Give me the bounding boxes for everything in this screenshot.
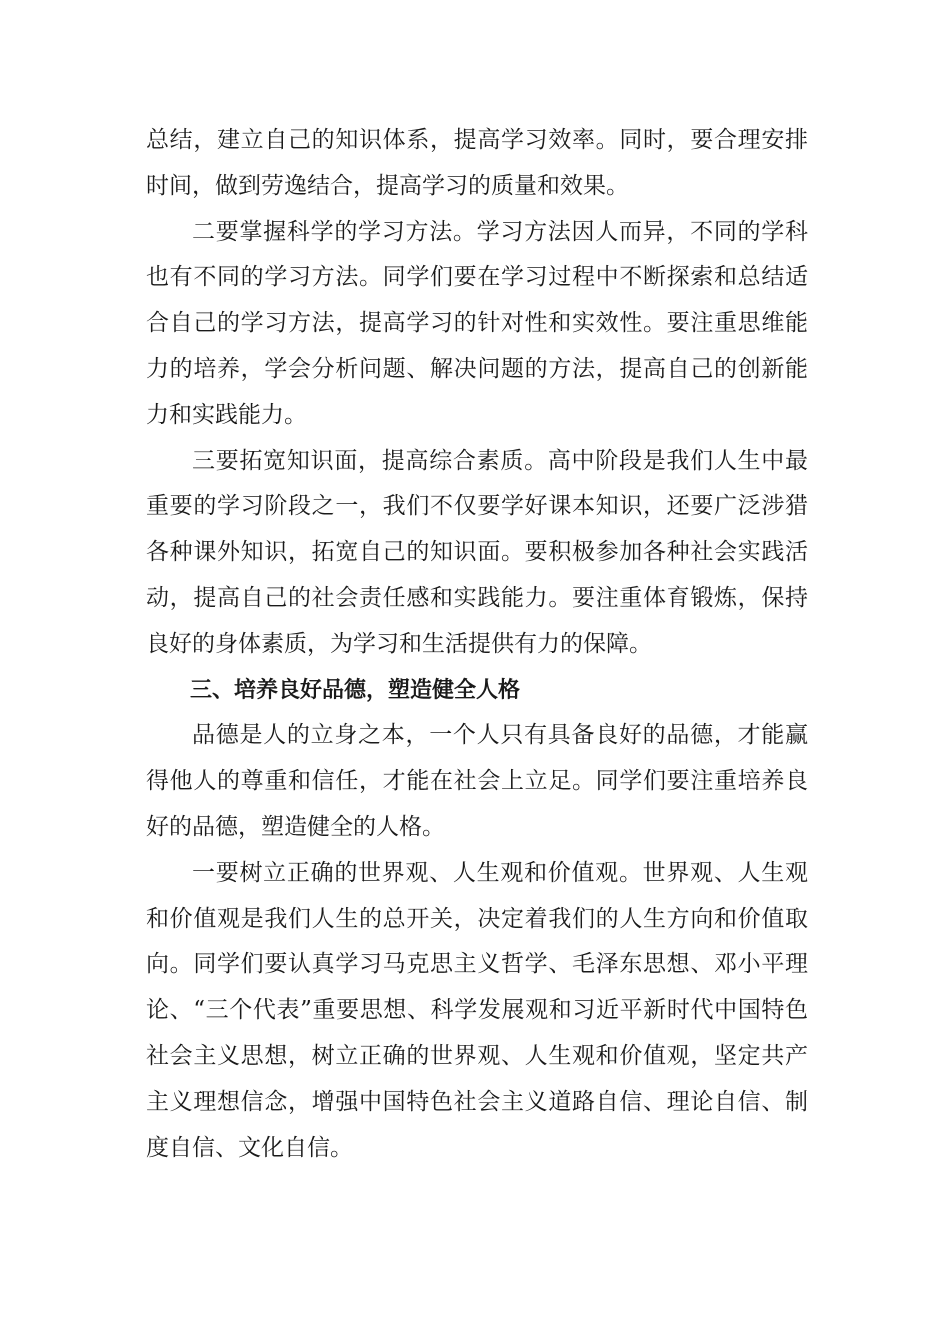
paragraph-point-2: 二要掌握科学的学习方法。学习方法因人而异，不同的学科也有不同的学习方法。同学们要在学习过程中不断探索和总结适合自己的学习方法，提高学习的针对性和实效性。要注重思维能力的培养，学会分析问题、解决问题的方法，提高自己的创新能力和实践能力。 (146, 218, 808, 428)
paragraph-point-3: 三要拓宽知识面，提高综合素质。高中阶段是我们人生中最重要的学习阶段之一，我们不仅要学好课本知识，还要广泛涉猎各种课外知识，拓宽自己的知识面。要积极参加各种社会实践活动，提高自己的社会责任感和实践能力。要注重体育锻炼，保持良好的身体素质，为学习和生活提供有力的保障。 (146, 447, 808, 657)
paragraph-continuation: 总结，建立自己的知识体系，提高学习效率。同时，要合理安排时间，做到劳逸结合，提高学习的质量和效果。 (146, 127, 808, 199)
document-body (146, 118, 808, 1171)
section-heading: 三、培养良好品德，塑造健全人格 (190, 677, 521, 703)
paragraph-section-point-1: 一要树立正确的世界观、人生观和价值观。世界观、人生观和价值观是我们人生的总开关，决定着我们的人生方向和价值取向。同学们要认真学习马克思主义哲学、毛泽东思想、邓小平理论、“三个代表”重要思想、科学发展观和习近平新时代中国特色社会主义思想，树立正确的世界观、人生观和价值观，坚定共产主义理想信念，增强中国特色社会主义道路自信、理论自信、制度自信、文化自信。 (146, 859, 808, 1161)
paragraph-section-intro: 品德是人的立身之本，一个人只有具备良好的品德，才能赢得他人的尊重和信任，才能在社会上立足。同学们要注重培养良好的品德，塑造健全的人格。 (146, 722, 808, 840)
